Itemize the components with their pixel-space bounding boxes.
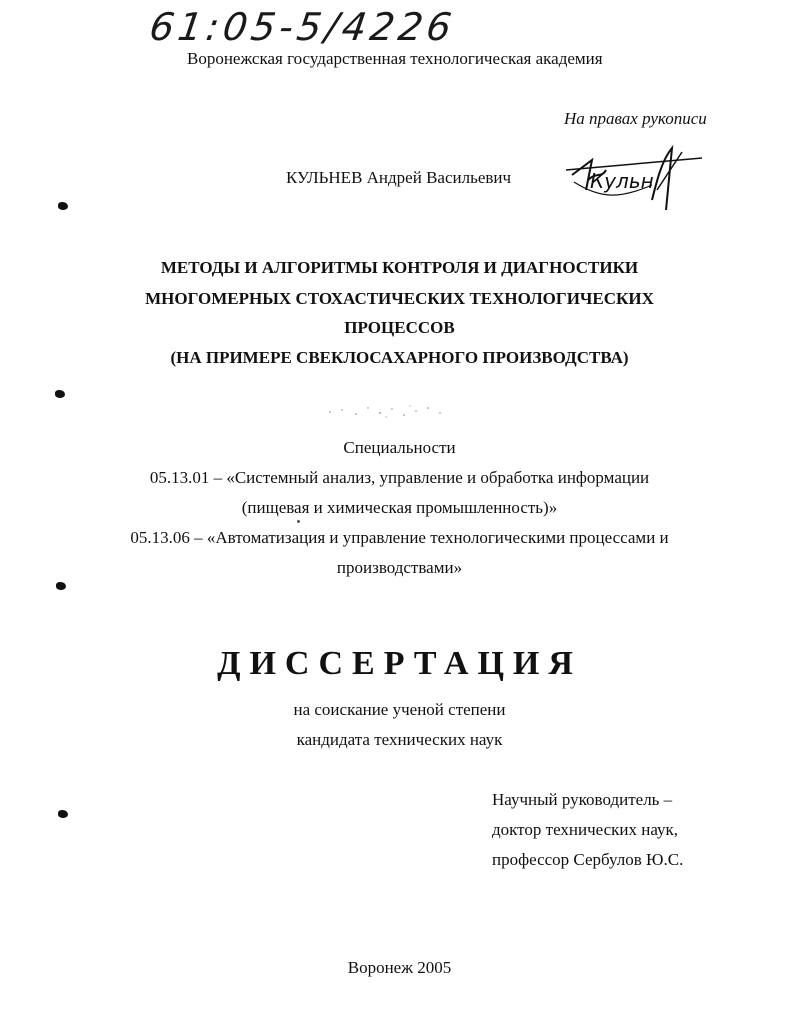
specialties-label: Специальности [343,438,456,457]
margin-mark [55,390,65,398]
author-name: КУЛЬНЕВ Андрей Васильевич [286,168,512,187]
institution-name: Воронежская государственная технологическая академия [187,49,603,68]
specialty-line-2: (пищевая и химическая промышленность)» [241,498,558,517]
archive-code-handwritten: 61:05-5/4226 [146,5,459,49]
degree-line-1: на соискание ученой степени [293,700,506,719]
supervisor-line-3: профессор Сербулов Ю.С. [492,850,684,869]
manuscript-rights-note: На правах рукописи [564,109,707,128]
document-type-heading: ДИССЕРТАЦИЯ [217,645,582,682]
margin-mark [58,202,68,210]
supervisor-line-1: Научный руководитель – [492,790,673,809]
specialty-line-4: производствами» [336,558,463,577]
title-line-2: МНОГОМЕРНЫХ СТОХАСТИЧЕСКИХ ТЕХНОЛОГИЧЕСКИХ [145,289,654,308]
city-year: Воронеж 2005 [347,958,452,977]
svg-text:Кульн: Кульн [590,169,654,193]
margin-mark [58,810,68,818]
specialty-line-3: 05.13.06 – «Автоматизация и управление технологическими процессами и [130,528,669,547]
specialty-line-1: 05.13.01 – «Системный анализ, управление и обработка информации [149,468,650,487]
title-line-1: МЕТОДЫ И АЛГОРИТМЫ КОНТРОЛЯ И ДИАГНОСТИКИ [160,258,639,277]
title-line-3: ПРОЦЕССОВ [344,318,455,337]
scan-dot [297,520,300,523]
supervisor-line-2: доктор технических наук, [492,820,679,839]
author-signature [562,140,712,230]
degree-line-2: кандидата технических наук [296,730,503,749]
margin-mark [56,582,66,590]
title-line-4: (НА ПРИМЕРЕ СВЕКЛОСАХАРНОГО ПРОИЗВОДСТВА) [170,348,629,367]
scan-smudge [322,402,452,422]
